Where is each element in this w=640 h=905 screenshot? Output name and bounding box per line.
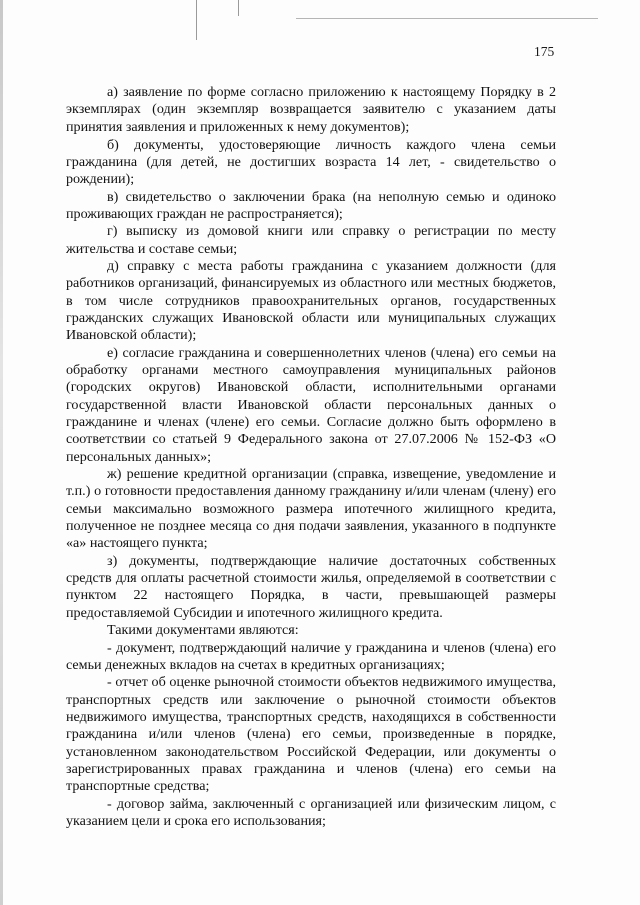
scan-mark bbox=[196, 0, 197, 40]
paragraph-b: б) документы, удостоверяющие личность каждого члена семьи гражданина (для детей, не достигших возраста 14 лет, - свидетельство о рождении); bbox=[66, 136, 556, 188]
paragraph-e: е) согласие гражданина и совершеннолетних членов (члена) его семьи на обработку органами местного самоуправления муниципальных районов (городских округов) Ивановской области, исполнительными органами государственной власти Ивановской области персональных данных о гражданине и членах (члене) его семьи. Согласие должно быть оформлено в соответствии со статьей 9 Федерального закона от 27.07.2006 № 152-ФЗ «О персональных данных»; bbox=[66, 344, 556, 465]
list-item-loan: - договор займа, заключенный с организацией или физическим лицом, с указанием цели и срока его использования; bbox=[66, 795, 556, 829]
scan-mark bbox=[238, 0, 239, 16]
paragraph-a: а) заявление по форме согласно приложению к настоящему Порядку в 2 экземплярах (один экземпляр возвращается заявителю с указанием даты принятия заявления и приложенных к нему документов); bbox=[66, 84, 556, 135]
scan-edge bbox=[0, 0, 3, 905]
document-body bbox=[66, 84, 556, 830]
header-rule bbox=[296, 18, 598, 19]
list-item-valuation: - отчет об оценке рыночной стоимости объектов недвижимого имущества, транспортных средств или заключение о рыночной стоимости объектов недвижимого имущества, транспортных средств, находящихся в собственности гражданина и/или членов (члена) его семьи, произведенные в порядке, установленном законодательством Российской Федерации, или документы о зарегистрированных правах гражданина и членов (члена) его семьи на транспортные средства; bbox=[66, 674, 556, 795]
paragraph-d: д) справку с места работы гражданина с указанием должности (для работников организаций, финансируемых из областного или местных бюджетов, в том числе сотрудников правоохранительных органов, государственных гражданских служащих Ивановской области или муниципальных служащих Ивановской области); bbox=[66, 257, 556, 344]
list-item-deposits: - документ, подтверждающий наличие у гражданина и членов (члена) его семьи денежных вкладов на счетах в кредитных организациях; bbox=[66, 639, 556, 673]
paragraph-v: в) свидетельство о заключении брака (на неполную семью и одиноко проживающих граждан не распространяется); bbox=[66, 188, 556, 222]
paragraph-zh: ж) решение кредитной организации (справка, извещение, уведомление и т.п.) о готовности предоставления данному гражданину и/или членам (члену) его семьи максимально возможного размера ипотечного жилищного кредита, полученное не позднее месяца со дня подачи заявления, указанного в подпункте «а» настоящего пункта; bbox=[66, 466, 556, 552]
paragraph-z: з) документы, подтверждающие наличие достаточных собственных средств для оплаты расчетной стоимости жилья, определяемой в соответствии с пунктом 22 настоящего Порядка, в части, превышающей размеры предоставляемой Субсидии и ипотечного жилищного кредита. bbox=[66, 552, 556, 621]
paragraph-g: г) выписку из домовой книги или справку о регистрации по месту жительства и составе семьи; bbox=[66, 223, 556, 257]
page-number: 175 bbox=[534, 44, 555, 59]
paragraph-intro: Такими документами являются: bbox=[107, 622, 299, 639]
